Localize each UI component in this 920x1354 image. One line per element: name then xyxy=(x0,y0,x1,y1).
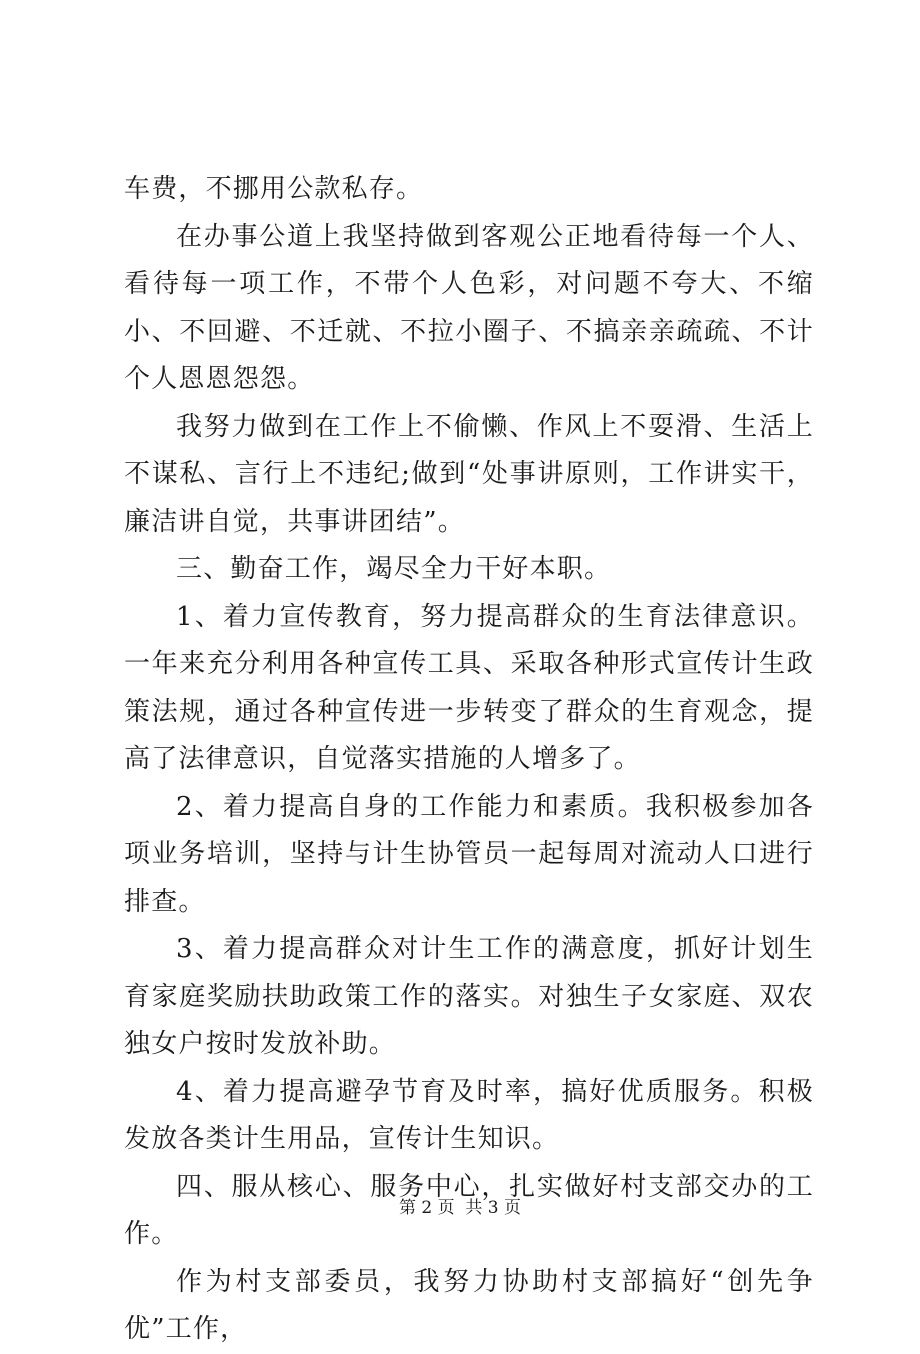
document-body xyxy=(124,166,814,1354)
paragraph-continuation: 车费，不挪用公款私存。 xyxy=(124,174,424,204)
paragraph-item-3: 3、着力提高群众对计生工作的满意度，抓好计划生育家庭奖励扶助政策工作的落实。对独生子女家庭、双农独女户按时发放补助。 xyxy=(124,934,814,1059)
page-footer xyxy=(0,1196,920,1220)
paragraph-item-4: 4、着力提高避孕节育及时率，搞好优质服务。积极发放各类计生用品，宣传计生知识。 xyxy=(124,1076,814,1154)
paragraph-fairness: 在办事公道上我坚持做到客观公正地看待每一个人、看待每一项工作，不带个人色彩，对问题不夸大、不缩小、不回避、不迁就、不拉小圈子、不搞亲亲疏疏、不计个人恩恩怨怨。 xyxy=(124,221,814,394)
paragraph-item-1: 1、着力宣传教育，努力提高群众的生育法律意识。一年来充分利用各种宣传工具、采取各种形式宣传计生政策法规，通过各种宣传进一步转变了群众的生育观念，提高了法律意识，自觉落实措施的人增多了。 xyxy=(124,601,814,774)
section-heading-3: 三、勤奋工作，竭尽全力干好本职。 xyxy=(176,554,612,584)
paragraph-conduct: 我努力做到在工作上不偷懒、作风上不耍滑、生活上不谋私、言行上不违纪;做到“处事讲原则，工作讲实干，廉洁讲自觉，共事讲团结”。 xyxy=(124,411,814,537)
page-number-label: 第 2 页 共 3 页 xyxy=(398,1198,522,1218)
paragraph-committee: 作为村支部委员，我努力协助村支部搞好“创先争优”工作， xyxy=(124,1266,814,1344)
section-heading-4: 四、服从核心、服务中心，扎实做好村支部交办的工作。 xyxy=(124,1171,814,1249)
paragraph-item-2: 2、着力提高自身的工作能力和素质。我积极参加各项业务培训，坚持与计生协管员一起每周对流动人口进行排查。 xyxy=(124,791,814,917)
